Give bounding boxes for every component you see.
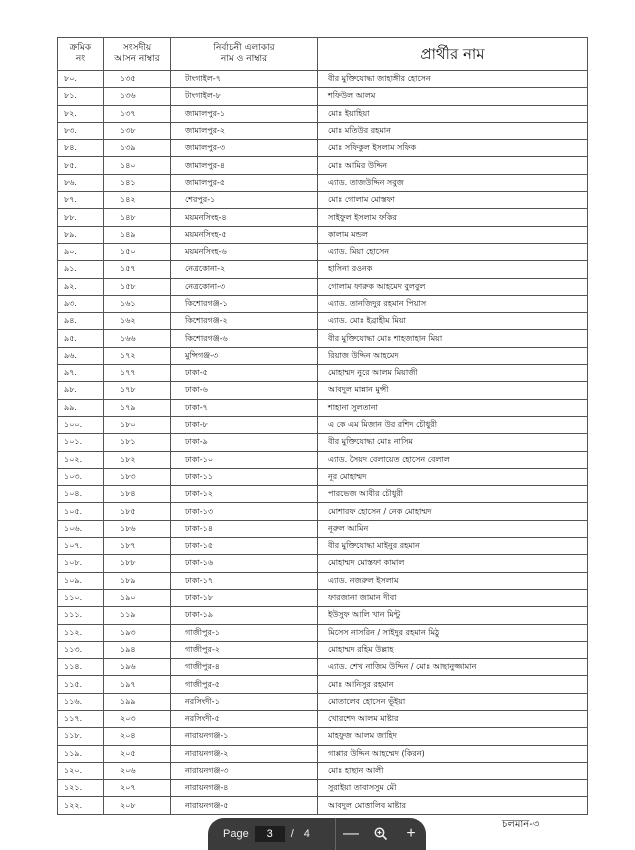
cell-candidate-name: মাহফুজ আলম জাহিদ: [318, 728, 588, 745]
cell-serial: ৯৯.: [58, 399, 104, 416]
cell-area: ময়মনসিংহ-৬: [171, 243, 318, 260]
cell-seat: ১৪২: [104, 192, 171, 209]
cell-serial: ১০১.: [58, 434, 104, 451]
cell-serial: ১০৩.: [58, 468, 104, 485]
table-row: [58, 105, 588, 122]
cell-serial: ১১৬.: [58, 693, 104, 710]
table-row: [58, 710, 588, 727]
table-row: [58, 728, 588, 745]
cell-seat: ১৮৩: [104, 468, 171, 485]
table-row: [58, 589, 588, 606]
cell-seat: ১৮০: [104, 416, 171, 433]
cell-area: ঢাকা-১৫: [171, 538, 318, 555]
cell-serial: ৯৫.: [58, 330, 104, 347]
cell-candidate-name: এ্যাড. মিয়া হোসেন: [318, 243, 588, 260]
table-row: [58, 468, 588, 485]
table-row: [58, 624, 588, 641]
cell-area: টাংগাইল-৭: [171, 71, 318, 88]
cell-serial: ১০২.: [58, 451, 104, 468]
cell-area: ঢাকা-১০: [171, 451, 318, 468]
table-row: [58, 295, 588, 312]
table-row: [58, 278, 588, 295]
table-row: [58, 693, 588, 710]
cell-area: ঢাকা-৮: [171, 416, 318, 433]
cell-area: ঢাকা-১২: [171, 486, 318, 503]
cell-seat: ২০৬: [104, 762, 171, 779]
cell-candidate-name: রিয়াজ উদ্দিন আহমেদ: [318, 347, 588, 364]
cell-seat: ১৩৬: [104, 88, 171, 105]
cell-candidate-name: মোহাম্মদ রহিম উল্লাহ: [318, 641, 588, 658]
cell-area: জামালপুর-৩: [171, 140, 318, 157]
cell-candidate-name: গাপ্পার উদ্দিন আহম্মেদ (কিরন): [318, 745, 588, 762]
cell-seat: ১৩৫: [104, 71, 171, 88]
table-row: [58, 365, 588, 382]
cell-area: জামালপুর-৪: [171, 157, 318, 174]
cell-serial: ৮৫.: [58, 157, 104, 174]
table-row: [58, 313, 588, 330]
header-serial-line2: নং: [75, 54, 86, 64]
table-row: [58, 555, 588, 572]
table-row: [58, 780, 588, 797]
minus-icon[interactable]: —: [343, 825, 359, 842]
page-label: Page: [223, 828, 249, 840]
cell-serial: ১১৫.: [58, 676, 104, 693]
table-row: [58, 676, 588, 693]
cell-candidate-name: গোলাম ফারুক আহমেদ বুলবুল: [318, 278, 588, 295]
cell-serial: ৯৭.: [58, 365, 104, 382]
cell-serial: ৮৭.: [58, 192, 104, 209]
header-seat-line2: আসন নাম্বার: [114, 54, 160, 64]
cell-seat: ১৯০: [104, 589, 171, 606]
cell-area: নারায়নগঞ্জ-৩: [171, 762, 318, 779]
cell-serial: ৯৮.: [58, 382, 104, 399]
cell-serial: ১১৯.: [58, 745, 104, 762]
zoom-controls: [336, 818, 426, 850]
cell-candidate-name: মোহাম্মদ মোস্তফা কামাল: [318, 555, 588, 572]
cell-candidate-name: সাইফুল ইসলাম ফকির: [318, 209, 588, 226]
cell-candidate-name: ইউসুফ আলি খান মিন্টু: [318, 607, 588, 624]
cell-candidate-name: মোতালেব হোসেন ভূঁইয়া: [318, 693, 588, 710]
cell-area: ঢাকা-৬: [171, 382, 318, 399]
cell-area: ঢাকা-১৩: [171, 503, 318, 520]
cell-seat: ২০৫: [104, 745, 171, 762]
cell-candidate-name: নূরুল আমিন: [318, 520, 588, 537]
cell-seat: ১৮৪: [104, 486, 171, 503]
cell-seat: ১৪০: [104, 157, 171, 174]
cell-seat: ১৩৯: [104, 140, 171, 157]
cell-area: গাজীপুর-৫: [171, 676, 318, 693]
pdf-page-toolbar: [208, 818, 426, 850]
cell-candidate-name: মোঃ আনিসুর রহমান: [318, 676, 588, 693]
cell-serial: ৯৬.: [58, 347, 104, 364]
cell-serial: ১০৫.: [58, 503, 104, 520]
page-separator: /: [290, 828, 294, 840]
cell-candidate-name: মোঃ ইয়াহিয়া: [318, 105, 588, 122]
cell-area: নারায়নগঞ্জ-১: [171, 728, 318, 745]
cell-candidate-name: হাসিনা রওনক: [318, 261, 588, 278]
header-candidate: প্রার্থীর নাম: [318, 38, 588, 71]
candidate-table: [57, 37, 588, 815]
cell-area: শেরপুর-১: [171, 192, 318, 209]
cell-serial: ১০৮.: [58, 555, 104, 572]
cell-candidate-name: এ্যাড. তানজিদুর রহমান পিয়াস: [318, 295, 588, 312]
cell-candidate-name: এ্যাড. সৈয়দ বেলায়েত হোসেন বেলাল: [318, 451, 588, 468]
table-row: [58, 797, 588, 814]
cell-serial: ৮৪.: [58, 140, 104, 157]
page-number-input[interactable]: [255, 826, 285, 842]
cell-area: ময়মনসিংহ-৪: [171, 209, 318, 226]
header-serial-line1: ক্রমিক: [69, 43, 92, 53]
cell-candidate-name: পারভেজ আবীর চৌধুরী: [318, 486, 588, 503]
cell-seat: ১৯৭: [104, 676, 171, 693]
cell-seat: ১৮৫: [104, 503, 171, 520]
cell-seat: ১৬১: [104, 295, 171, 312]
table-row: [58, 347, 588, 364]
cell-seat: ১৬২: [104, 313, 171, 330]
cell-seat: ১৯৬: [104, 659, 171, 676]
cell-candidate-name: নূর মোহাম্মদ: [318, 468, 588, 485]
cell-serial: ৮০.: [58, 71, 104, 88]
cell-candidate-name: বীর মুক্তিযোদ্ধা মাইনুর রহমান: [318, 538, 588, 555]
cell-area: ঢাকা-১৪: [171, 520, 318, 537]
cell-seat: ১৮৬: [104, 520, 171, 537]
cell-seat: ১৮১: [104, 434, 171, 451]
cell-serial: ১০৭.: [58, 538, 104, 555]
table-row: [58, 122, 588, 139]
cell-seat: ১১৯: [104, 607, 171, 624]
cell-serial: ১১০.: [58, 589, 104, 606]
table-row: [58, 572, 588, 589]
cell-candidate-name: মোঃ আমির উদ্দিন: [318, 157, 588, 174]
cell-candidate-name: সুরাইয়া তাবাসসুম মৌ: [318, 780, 588, 797]
table-row: [58, 451, 588, 468]
cell-serial: ৮৯.: [58, 226, 104, 243]
cell-area: ঢাকা-১৯: [171, 607, 318, 624]
cell-candidate-name: ফারজানা জামান দীবা: [318, 589, 588, 606]
cell-candidate-name: এ্যাড. মোঃ ইব্রাহীম মিয়া: [318, 313, 588, 330]
cell-serial: ৯০.: [58, 243, 104, 260]
table-row: [58, 538, 588, 555]
cell-seat: ২০৭: [104, 780, 171, 797]
cell-serial: ৮১.: [58, 88, 104, 105]
cell-seat: ১৮২: [104, 451, 171, 468]
cell-area: গাজীপুর-২: [171, 641, 318, 658]
cell-seat: ১৬৬: [104, 330, 171, 347]
table-row: [58, 382, 588, 399]
cell-area: নারায়নগঞ্জ-৫: [171, 797, 318, 814]
cell-serial: ১১৪.: [58, 659, 104, 676]
cell-area: জামালপুর-৫: [171, 174, 318, 191]
cell-serial: ১০০.: [58, 416, 104, 433]
plus-icon[interactable]: +: [406, 825, 416, 842]
cell-area: ঢাকা-৯: [171, 434, 318, 451]
cell-area: ঢাকা-৫: [171, 365, 318, 382]
table-row: [58, 503, 588, 520]
cell-serial: ৯৩.: [58, 295, 104, 312]
header-serial: [58, 38, 104, 71]
cell-candidate-name: মোঃ গোলাম মোস্তফা: [318, 192, 588, 209]
cell-candidate-name: মোঃ হাছান আলী: [318, 762, 588, 779]
header-seat-line1: সংসদীয়: [122, 43, 152, 53]
cell-serial: ১১৭.: [58, 710, 104, 727]
cell-area: নরসিংদী-৫: [171, 710, 318, 727]
cell-area: ঢাকা-১৮: [171, 589, 318, 606]
cell-area: কিশোরগঞ্জ-৬: [171, 330, 318, 347]
table-row: [58, 88, 588, 105]
cell-seat: ২০৩: [104, 710, 171, 727]
cell-area: নারায়নগঞ্জ-২: [171, 745, 318, 762]
cell-area: জামালপুর-২: [171, 122, 318, 139]
cell-candidate-name: আবদুল মোত্তালিব মাষ্টার: [318, 797, 588, 814]
cell-serial: ১২০.: [58, 762, 104, 779]
cell-area: মুন্সিগঞ্জ-৩: [171, 347, 318, 364]
cell-seat: ১৭৮: [104, 382, 171, 399]
cell-seat: ১৮৭: [104, 538, 171, 555]
cell-seat: ২০৪: [104, 728, 171, 745]
cell-seat: ২০৮: [104, 797, 171, 814]
cell-candidate-name: খোরশেদ আলম মাষ্টার: [318, 710, 588, 727]
cell-seat: ১৯৪: [104, 641, 171, 658]
cell-seat: ১৩৭: [104, 105, 171, 122]
cell-serial: ৮২.: [58, 105, 104, 122]
table-row: [58, 209, 588, 226]
table-body: [58, 71, 588, 815]
cell-candidate-name: মোশারফ হোসেন / নেক মোহাম্মদ: [318, 503, 588, 520]
cell-area: টাংগাইল-৮: [171, 88, 318, 105]
table-row: [58, 416, 588, 433]
continued-note: চলমান-৩: [502, 819, 540, 830]
cell-serial: ১১১.: [58, 607, 104, 624]
cell-candidate-name: বীর মুক্তিযোদ্ধা জাহাঙ্গীর হোসেন: [318, 71, 588, 88]
header-area-line1: নির্বাচনী এলাকার: [213, 43, 275, 53]
table-row: [58, 71, 588, 88]
cell-serial: ১২২.: [58, 797, 104, 814]
cell-serial: ১১২.: [58, 624, 104, 641]
cell-seat: ১৪৮: [104, 209, 171, 226]
cell-serial: ৮৬.: [58, 174, 104, 191]
cell-seat: ১৮৯: [104, 572, 171, 589]
cell-serial: ৯২.: [58, 278, 104, 295]
cell-candidate-name: বীর মুক্তিযোদ্ধা মোঃ নাসিম: [318, 434, 588, 451]
table-row: [58, 745, 588, 762]
table-row: [58, 607, 588, 624]
table-row: [58, 762, 588, 779]
table-row: [58, 243, 588, 260]
cell-serial: ৯১.: [58, 261, 104, 278]
cell-seat: ১৩৮: [104, 122, 171, 139]
cell-candidate-name: আবদুল মান্নান মুন্সী: [318, 382, 588, 399]
cell-area: গাজীপুর-১: [171, 624, 318, 641]
cell-serial: ১১৩.: [58, 641, 104, 658]
table-row: [58, 330, 588, 347]
cell-seat: ১৫৮: [104, 278, 171, 295]
cell-area: নেত্রকোনা-২: [171, 261, 318, 278]
table-row: [58, 157, 588, 174]
magnifier-plus-icon[interactable]: [370, 827, 392, 841]
cell-candidate-name: মিসেস নাসরিন / সাইদুর রহমান মিঠু: [318, 624, 588, 641]
cell-candidate-name: শফিউল আলম: [318, 88, 588, 105]
cell-area: নেত্রকোনা-৩: [171, 278, 318, 295]
table-row: [58, 399, 588, 416]
table-row: [58, 192, 588, 209]
cell-area: ময়মনসিংহ-৫: [171, 226, 318, 243]
cell-seat: ১৯৯: [104, 693, 171, 710]
cell-candidate-name: কালাম মন্ডল: [318, 226, 588, 243]
cell-seat: ১৯৩: [104, 624, 171, 641]
cell-area: ঢাকা-১৭: [171, 572, 318, 589]
cell-area: গাজীপুর-৪: [171, 659, 318, 676]
cell-candidate-name: মোঃ মতিউর রহমান: [318, 122, 588, 139]
cell-candidate-name: মোঃ সফিকুল ইসলাম সফিক: [318, 140, 588, 157]
cell-seat: ১৭৭: [104, 365, 171, 382]
cell-seat: ১৮৮: [104, 555, 171, 572]
table-header-row: [58, 38, 588, 71]
cell-seat: ১৭২: [104, 347, 171, 364]
cell-seat: ১৫৭: [104, 261, 171, 278]
header-area: [171, 38, 318, 71]
table-row: [58, 659, 588, 676]
cell-seat: ১৭৯: [104, 399, 171, 416]
cell-serial: ৯৪.: [58, 313, 104, 330]
cell-serial: ১১৮.: [58, 728, 104, 745]
cell-candidate-name: এ কে এম মিজান উর রশিদ চৌধুরী: [318, 416, 588, 433]
cell-area: ঢাকা-১১: [171, 468, 318, 485]
table-row: [58, 174, 588, 191]
cell-seat: ১৪৯: [104, 226, 171, 243]
cell-area: নারায়নগঞ্জ-৪: [171, 780, 318, 797]
cell-area: ঢাকা-৭: [171, 399, 318, 416]
cell-serial: ১০৯.: [58, 572, 104, 589]
total-pages: 4: [303, 828, 310, 840]
cell-candidate-name: এ্যাড. তাজউদ্দিন সবুজ: [318, 174, 588, 191]
cell-area: জামালপুর-১: [171, 105, 318, 122]
cell-candidate-name: এ্যাড. নজরুল ইসলাম: [318, 572, 588, 589]
header-area-line2: নাম ও নাম্বার: [220, 54, 268, 64]
cell-area: কিশোরগঞ্জ-১: [171, 295, 318, 312]
table-row: [58, 641, 588, 658]
cell-area: নরসিংদী-১: [171, 693, 318, 710]
cell-area: ঢাকা-১৬: [171, 555, 318, 572]
cell-serial: ৮৩.: [58, 122, 104, 139]
cell-seat: ১৪১: [104, 174, 171, 191]
table-row: [58, 520, 588, 537]
cell-serial: ১০৬.: [58, 520, 104, 537]
table-row: [58, 434, 588, 451]
cell-candidate-name: মোহাম্মদ নুরে আলম মিয়াজী: [318, 365, 588, 382]
cell-candidate-name: বীর মুক্তিযোদ্ধা মোঃ শাহজাহান মিয়া: [318, 330, 588, 347]
table-row: [58, 486, 588, 503]
table-row: [58, 140, 588, 157]
header-seat: [104, 38, 171, 71]
page-navigator: [208, 818, 335, 850]
cell-seat: ১৫০: [104, 243, 171, 260]
cell-serial: ১২১.: [58, 780, 104, 797]
cell-serial: ১০৪.: [58, 486, 104, 503]
cell-candidate-name: এ্যাড. শেখ নাজিম উদ্দিন / মোঃ আছানুজ্জামান: [318, 659, 588, 676]
cell-area: কিশোরগঞ্জ-২: [171, 313, 318, 330]
cell-serial: ৮৮.: [58, 209, 104, 226]
table-row: [58, 226, 588, 243]
cell-candidate-name: শাহানা সুলতানা: [318, 399, 588, 416]
table-row: [58, 261, 588, 278]
